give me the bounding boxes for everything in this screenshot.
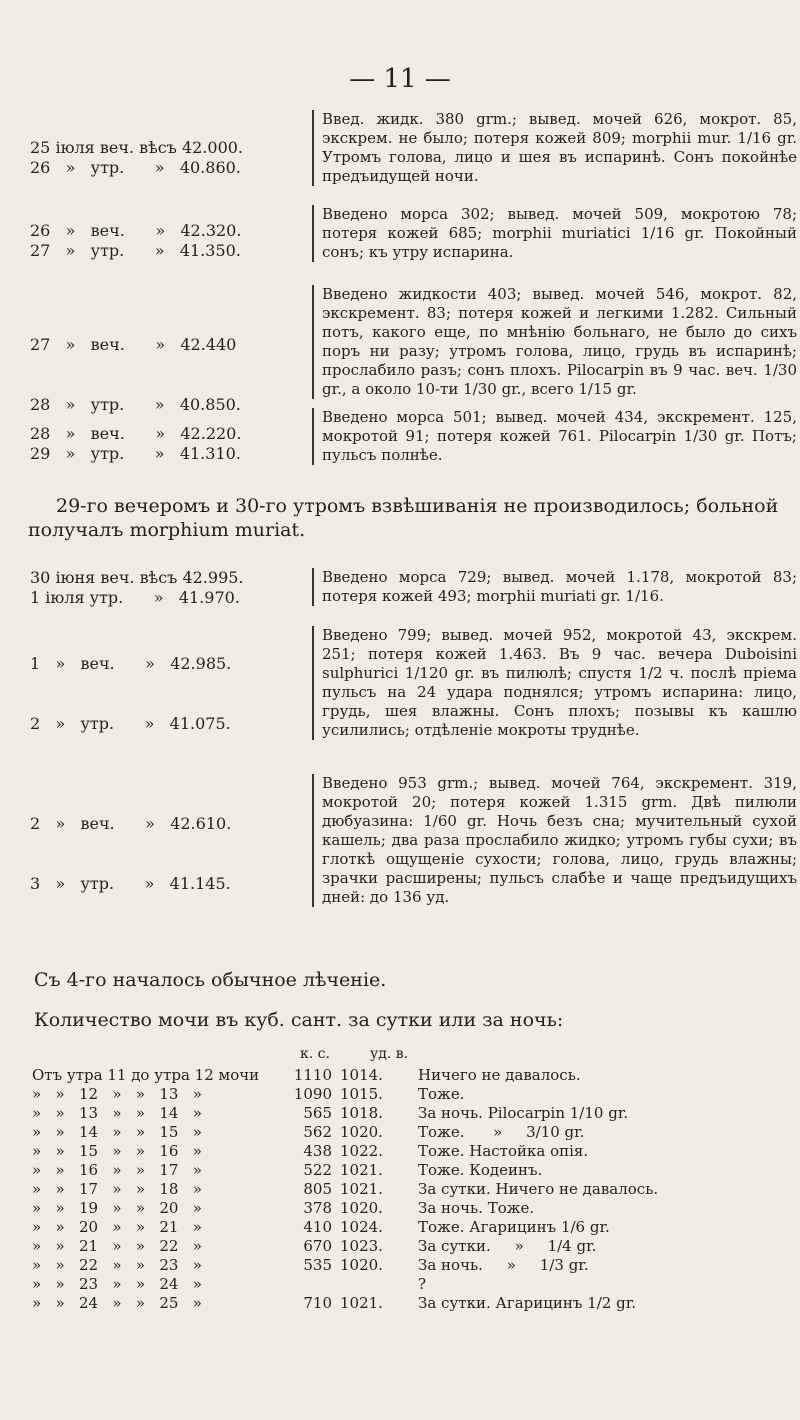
note-cell: За ночь. Тоже. (418, 1199, 535, 1217)
table-row (28, 1142, 762, 1161)
unit-sg-header: уд. в. (370, 1046, 409, 1062)
volume-cell: 1110 (293, 1066, 332, 1084)
volume-cell: 670 (303, 1237, 332, 1255)
note-cell: ? (418, 1275, 427, 1293)
table-row (28, 1199, 762, 1218)
table-row (28, 1085, 762, 1104)
volume-cell: 562 (303, 1123, 332, 1141)
density-cell: 1021. (340, 1294, 383, 1312)
table-row (28, 1104, 762, 1123)
table-row (28, 1066, 762, 1085)
note-cell: Тоже. » 3/10 gr. (418, 1123, 585, 1141)
date-weight: 26 » утр. » 40.860. (30, 158, 241, 177)
date-weight: 1 » веч. » 42.985. (30, 654, 232, 673)
volume-cell (268, 1275, 336, 1294)
range-cell: » » 22 » » 23 » (32, 1256, 202, 1274)
date-weight: 29 » утр. » 41.310. (30, 444, 241, 463)
note-cell: За сутки. Агарицинъ 1/2 gr. (418, 1294, 637, 1312)
density-cell (336, 1275, 414, 1294)
date-weight: 27 » утр. » 41.350. (30, 241, 241, 260)
volume-cell: 565 (303, 1104, 332, 1122)
range-cell: » » 23 » » 24 » (32, 1275, 202, 1293)
note-cell: За ночь. Pilocarpin 1/10 gr. (418, 1104, 629, 1122)
density-cell: 1024. (340, 1218, 383, 1236)
date-weight: 27 » веч. » 42.440 (30, 335, 237, 354)
unit-cc-header: к. с. (300, 1046, 330, 1062)
density-cell: 1021. (340, 1180, 383, 1198)
entry-note: Введено морса 302; вывед. мочей 509, мокротою 78; потеря кожей 685; morphii muriatici 1/16 gr. Покойный сонъ; къ утру испарина. (312, 205, 797, 262)
range-cell: » » 24 » » 25 » (32, 1294, 202, 1312)
table-row (28, 1294, 762, 1313)
density-cell: 1020. (340, 1199, 383, 1217)
date-weight: 28 » веч. » 42.220. (30, 424, 242, 443)
volume-cell: 378 (303, 1199, 332, 1217)
range-cell: Отъ утра 11 до утра 12 мочи (32, 1066, 260, 1084)
note-cell: За ночь. » 1/3 gr. (418, 1256, 589, 1274)
density-cell: 1022. (340, 1142, 383, 1160)
table-row (28, 1218, 762, 1237)
range-cell: » » 19 » » 20 » (32, 1199, 202, 1217)
density-cell: 1018. (340, 1104, 383, 1122)
volume-cell: 535 (303, 1256, 332, 1274)
date-weight: 2 » веч. » 42.610. (30, 814, 232, 833)
volume-cell: 438 (303, 1142, 332, 1160)
range-cell: » » 21 » » 22 » (32, 1237, 202, 1255)
range-cell: » » 12 » » 13 » (32, 1085, 202, 1103)
range-cell: » » 20 » » 21 » (32, 1218, 202, 1236)
density-cell: 1014. (340, 1066, 383, 1084)
date-weight: 1 іюля утр. » 41.970. (30, 588, 240, 607)
date-weight: 30 іюня веч. вѣсъ 42.995. (30, 568, 244, 587)
entry-note: Введено жидкости 403; вывед. мочей 546, мокрот. 82, экскремент. 83; потеря кожей и легкими 1.282. Сильный потъ, какого еще, по мнѣнію больнаго, не было до сихъ поръ ни разу; утромъ голова, лицо, грудь въ испаринѣ; прослабило разъ; сонъ плохъ. Pilocarpin въ 9 час. веч. 1/30 gr., а около 10-ти 1/30 gr., всего 1/15 gr. (312, 285, 797, 399)
date-weight: 25 іюля веч. вѣсъ 42.000. (30, 138, 244, 157)
date-weight: 2 » утр. » 41.075. (30, 714, 231, 733)
range-cell: » » 15 » » 16 » (32, 1142, 202, 1160)
note-cell: Тоже. Настойка опія. (418, 1142, 589, 1160)
page-number: — 11 — (349, 64, 451, 94)
volume-cell: 522 (303, 1161, 332, 1179)
date-weight: 3 » утр. » 41.145. (30, 874, 231, 893)
entry-note: Введено морса 729; вывед. мочей 1.178, мокротой 83; потеря кожей 493; morphii muriati gr. 1/16. (312, 568, 797, 606)
table-row (28, 1256, 762, 1275)
table-row (28, 1180, 762, 1199)
volume-cell: 410 (303, 1218, 332, 1236)
range-cell: » » 17 » » 18 » (32, 1180, 202, 1198)
date-weight: 26 » веч. » 42.320. (30, 221, 242, 240)
entry-note: Введено 799; вывед. мочей 952, мокротой 43, экскрем. 251; потеря кожей 1.463. Въ 9 час. вечера Duboisini sulphurici 1/120 gr. въ пилюлѣ; спустя 1/2 ч. послѣ пріема пульсъ на 24 удара поднялся; утромъ испарина: лицо, грудь, шея влажны. Сонъ плохъ; позывы къ кашлю усилились; отдѣленіе мокроты труднѣе. (312, 626, 797, 740)
range-cell: » » 16 » » 17 » (32, 1161, 202, 1179)
range-cell: » » 13 » » 14 » (32, 1104, 202, 1122)
note-cell: За сутки. » 1/4 gr. (418, 1237, 597, 1255)
table-row (28, 1275, 762, 1294)
density-cell: 1021. (340, 1161, 383, 1179)
note-cell: Тоже. Агарицинъ 1/6 gr. (418, 1218, 610, 1236)
table-row (28, 1161, 762, 1180)
density-cell: 1020. (340, 1123, 383, 1141)
density-cell: 1023. (340, 1237, 383, 1255)
entry-note: Введено 953 grm.; вывед. мочей 764, экскремент. 319, мокротой 20; потеря кожей 1.315 grm. Двѣ пилюли дюбуазина: 1/60 gr. Ночь безъ сна; мучительный сухой кашель; два раза прослабило жидко; утромъ губы сухи; въ глоткѣ ощущеніе сухости; голова, лицо, грудь влажны; зрачки расширены; пульсъ слабѣе и чаще предъидущихъ дней: до 136 уд. (312, 774, 797, 907)
paragraph: 29-го вечеромъ и 30-го утромъ взвѣшиванія не производилось; больной получалъ morphium muriat. (28, 495, 779, 541)
table-caption: Количество мочи въ куб. сант. за сутки или за ночь: (34, 1009, 564, 1031)
volume-cell: 710 (303, 1294, 332, 1312)
volume-cell: 1090 (293, 1085, 332, 1103)
paragraph: Съ 4-го началось обычное лѣченіе. (34, 969, 387, 991)
volume-cell: 805 (303, 1180, 332, 1198)
density-cell: 1015. (340, 1085, 383, 1103)
date-weight: 28 » утр. » 40.850. (30, 395, 241, 414)
note-cell: Ничего не давалось. (418, 1066, 581, 1084)
urine-table (28, 1066, 762, 1313)
table-row (28, 1237, 762, 1256)
range-cell: » » 14 » » 15 » (32, 1123, 202, 1141)
note-cell: За сутки. Ничего не давалось. (418, 1180, 659, 1198)
table-row (28, 1123, 762, 1142)
entry-note: Введено морса 501; вывед. мочей 434, экскремент. 125, мокротой 91; потеря кожей 761. Pilocarpin 1/30 gr. Потъ; пульсъ полнѣе. (312, 408, 797, 465)
entry-note: Введ. жидк. 380 grm.; вывед. мочей 626, мокрот. 85, экскрем. не было; потеря кожей 809; morphii mur. 1/16 gr. Утромъ голова, лицо и шея въ испаринѣ. Сонъ покойнѣе предъидущей ночи. (312, 110, 797, 186)
density-cell: 1020. (340, 1256, 383, 1274)
note-cell: Тоже. (418, 1085, 465, 1103)
note-cell: Тоже. Кодеинъ. (418, 1161, 543, 1179)
